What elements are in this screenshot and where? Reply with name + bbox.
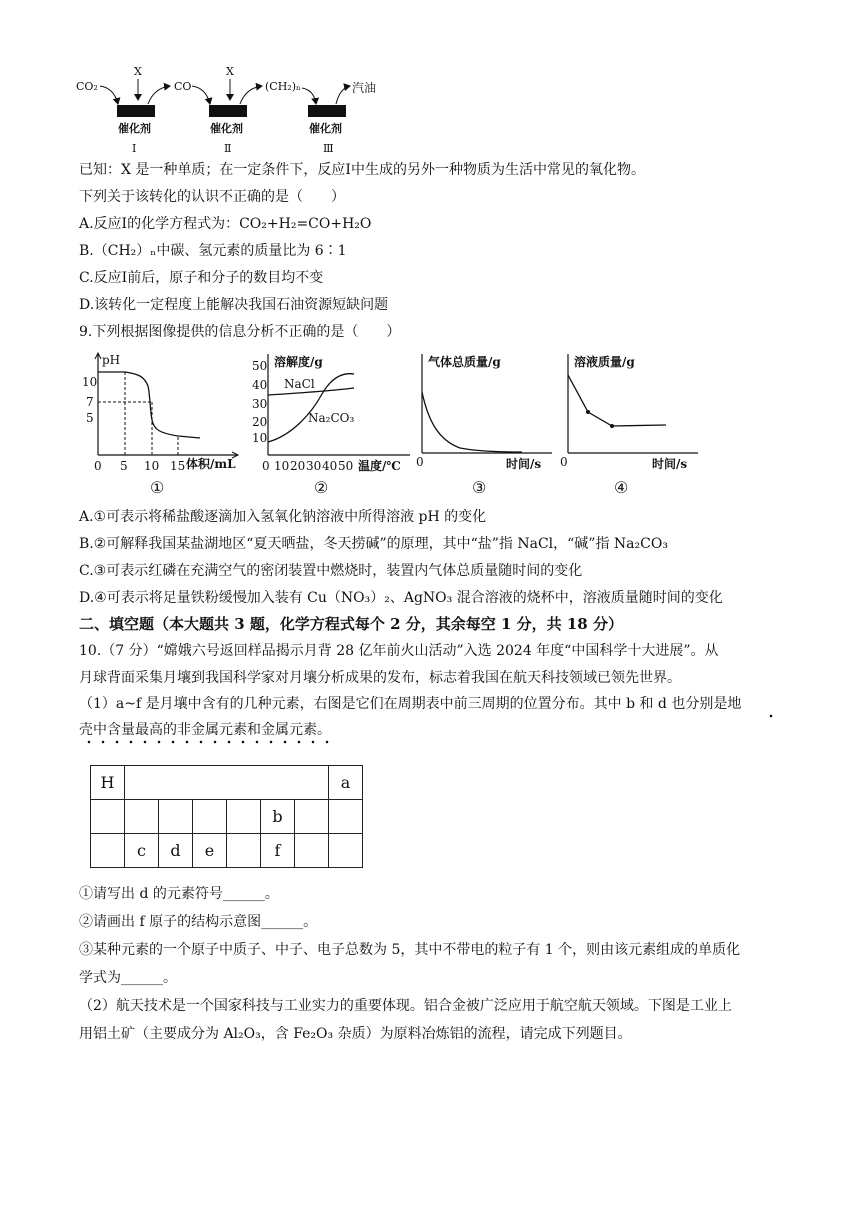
graph-solubility (250, 350, 420, 500)
graph1-ylabel: pH (102, 353, 121, 367)
graph2-nacl: NaCl (284, 377, 315, 391)
q8-stem: 下列关于该转化的认识不正确的是（ ） (79, 189, 345, 205)
cell-b: b (261, 800, 295, 834)
graph4-ylabel: 溶液质量/g (574, 355, 635, 369)
graph2-xtick-10: 10 (274, 459, 290, 473)
graph-gas-mass (410, 350, 560, 500)
graph3-xlabel: 时间/s (506, 457, 542, 471)
roman-1: Ⅰ (132, 142, 137, 155)
q9-stem: 9.下列根据图像提供的信息分析不正确的是（ ） (79, 324, 401, 340)
catalyst-block-2 (209, 105, 247, 117)
graph1-ytick-7: 7 (86, 395, 94, 409)
flow-co2: CO₂ (76, 80, 98, 93)
roman-2: Ⅱ (224, 142, 232, 155)
graph2-ylabel: 溶解度/g (274, 355, 323, 369)
catalyst-block-1 (117, 105, 155, 117)
roman-3: Ⅲ (323, 142, 334, 155)
cell-d: d (159, 834, 193, 868)
graph1-xtick-5: 5 (120, 459, 128, 473)
q10-intro-2: 月球背面采集月壤到我国科学家对月壤分析成果的发布，标志着我国在航天科技领域已领先世界。 (79, 670, 681, 686)
q9-option-b: B.②可解释我国某盐湖地区“夏天晒盐，冬天捞碱”的原理，其中“盐”指 NaCl，“碱”指 Na₂CO₃ (79, 536, 668, 552)
section2-title: 二、填空题（本大题共 3 题，化学方程式每个 2 分，其余每空 1 分，共 18 分） (79, 615, 623, 633)
graph4-origin: 0 (560, 455, 568, 469)
q10-part1-a: （1）a~f 是月壤中含有的几种元素，右图是它们在周期表中前三周期的位置分布。其中 b 和 d 也分别是地 (79, 696, 742, 712)
q10-part2-b: 用铝土矿（主要成分为 Al₂O₃，含 Fe₂O₃ 杂质）为原料冶炼铝的流程，请完成下列题目。 (79, 1026, 632, 1042)
graph2-xlabel: 温度/℃ (358, 459, 401, 473)
graph2-origin: 0 (262, 459, 270, 473)
q8-option-a: A.反应Ⅰ的化学方程式为：CO₂+H₂=CO+H₂O (79, 216, 372, 232)
q9-option-a: A.①可表示将稀盐酸逐滴加入氢氧化钠溶液中所得溶液 pH 的变化 (79, 509, 487, 525)
catalyst-label-2: 催化剂 (210, 122, 243, 135)
flow-ch2n: (CH₂)ₙ (265, 80, 301, 93)
q10-part1-b: 壳中含量最高的非金属元素和金属元素。 (79, 722, 331, 738)
graph-solution-mass (558, 350, 708, 500)
q10-sub-3a: ③某种元素的一个原子中质子、中子、电子总数为 5，其中不带电的粒子有 1 个，则由该元素组成的单质化 (79, 942, 741, 958)
graph1-xtick-10: 10 (144, 459, 160, 473)
graph3-number: ③ (472, 478, 487, 497)
cell-f: f (261, 834, 295, 868)
graph2-xtick-50: 50 (338, 459, 354, 473)
periodic-table (90, 765, 363, 868)
graph1-xlabel: 体积/mL (186, 457, 236, 471)
q9-option-c: C.③可表示红磷在充满空气的密闭装置中燃烧时，装置内气体总质量随时间的变化 (79, 563, 583, 579)
reaction-flow-diagram (70, 62, 400, 162)
cell-c: c (125, 834, 159, 868)
graph2-ytick-20: 20 (252, 415, 268, 429)
emphasis-dots-1 (764, 714, 774, 718)
catalyst-label-3: 催化剂 (309, 122, 342, 135)
q8-option-d: D.该转化一定程度上能解决我国石油资源短缺问题 (79, 297, 389, 313)
flow-gasoline: 汽油 (352, 81, 377, 95)
flow-x1: X (134, 65, 142, 78)
graph2-number: ② (314, 478, 329, 497)
q10-sub-1: ①请写出 d 的元素符号______。 (79, 886, 279, 902)
q10-part2-a: （2）航天技术是一个国家科技与工业实力的重要体现。铝合金被广泛应用于航空航天领域。下图是工业上 (79, 998, 732, 1014)
q9-option-d: D.④可表示将足量铁粉缓慢加入装有 Cu（NO₃）₂、AgNO₃ 混合溶液的烧杯中，溶液质量随时间的变化 (79, 590, 723, 606)
cell-h: H (91, 766, 125, 800)
q8-option-b: B.（CH₂）ₙ中碳、氢元素的质量比为 6∶1 (79, 243, 347, 259)
q8-known: 已知：X 是一种单质；在一定条件下，反应Ⅰ中生成的另外一种物质为生活中常见的氧化物。 (79, 162, 645, 178)
graph4-xlabel: 时间/s (652, 457, 688, 471)
graph4-number: ④ (614, 478, 629, 497)
q10-sub-3b: 学式为______。 (79, 970, 177, 986)
cell-a: a (329, 766, 363, 800)
emphasis-dots-2 (82, 740, 338, 744)
graph2-ytick-40: 40 (252, 378, 268, 392)
catalyst-block-3 (308, 105, 346, 117)
graph1-ytick-10: 10 (82, 375, 98, 389)
graph2-ytick-10: 10 (252, 431, 268, 445)
graph2-xtick-20: 20 (290, 459, 306, 473)
graph3-origin: 0 (416, 455, 424, 469)
graph2-na2co3: Na₂CO₃ (308, 411, 355, 425)
graph1-ytick-5: 5 (86, 411, 94, 425)
flow-x2: X (226, 65, 234, 78)
graph2-ytick-30: 30 (252, 397, 268, 411)
q10-intro-1: 10.（7 分）“嫦娥六号返回样品揭示月背 28 亿年前火山活动”入选 2024 年度“中国科学十大进展”。从 (79, 643, 719, 659)
graph1-number: ① (150, 478, 165, 497)
graph1-origin: 0 (94, 459, 102, 473)
flow-co: CO (174, 80, 192, 93)
graph1-xtick-15: 15 (170, 459, 186, 473)
graph2-xtick-30: 30 (306, 459, 322, 473)
catalyst-label-1: 催化剂 (118, 122, 151, 135)
graph3-ylabel: 气体总质量/g (428, 355, 501, 369)
cell-e: e (193, 834, 227, 868)
graph2-ytick-50: 50 (252, 359, 268, 373)
q10-sub-2: ②请画出 f 原子的结构示意图______。 (79, 914, 318, 930)
q8-option-c: C.反应Ⅰ前后，原子和分子的数目均不变 (79, 270, 324, 286)
graph2-xtick-40: 40 (322, 459, 338, 473)
graph-ph (78, 350, 253, 500)
